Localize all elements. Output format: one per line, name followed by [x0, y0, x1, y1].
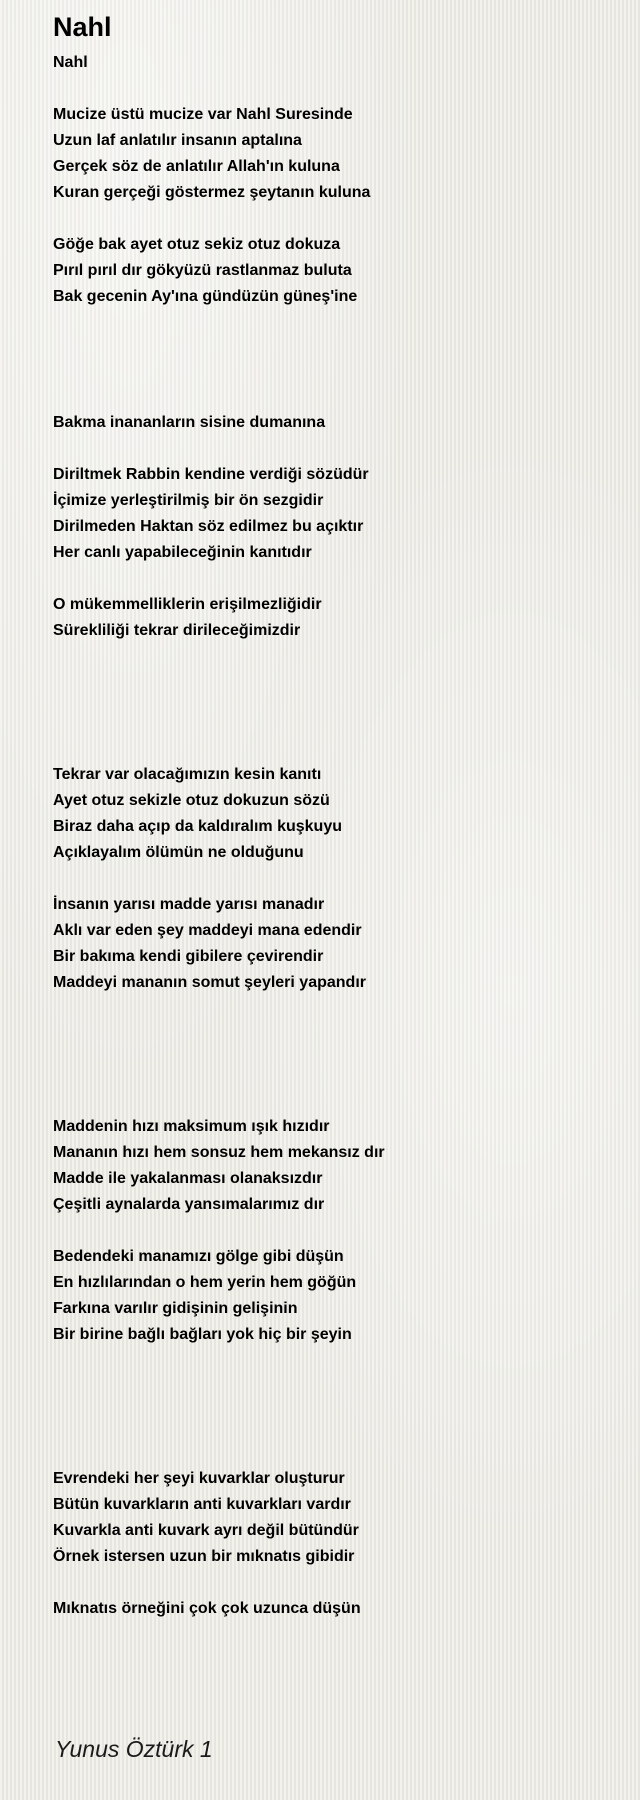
poem-line: Maddeyi mananın somut şeyleri yapandır: [53, 974, 366, 991]
spacer: [53, 1348, 613, 1466]
stanza-4: [53, 462, 613, 566]
spacer: [53, 644, 613, 762]
spacer: [53, 866, 613, 892]
spacer: [53, 76, 613, 102]
poem-line: Mananın hızı hem sonsuz hem mekansız dır: [53, 1144, 385, 1161]
stanza-2: [53, 232, 613, 310]
stanza-5: [53, 592, 613, 644]
poem-line: Farkına varılır gidişinin gelişinin: [53, 1300, 298, 1317]
poem-line: Aklı var eden şey maddeyi mana edendir: [53, 922, 362, 939]
poem-line: Uzun laf anlatılır insanın aptalına: [53, 132, 302, 149]
poem-line: Biraz daha açıp da kaldıralım kuşkuyu: [53, 818, 342, 835]
poem-line: İçimize yerleştirilmiş bir ön sezgidir: [53, 492, 324, 509]
poem-line: Çeşitli aynalarda yansımalarımız dır: [53, 1196, 325, 1213]
poem-line: Evrendeki her şeyi kuvarklar oluşturur: [53, 1470, 345, 1487]
stanza-10: [53, 1466, 613, 1570]
spacer: [53, 436, 613, 462]
poem-line: Kuran gerçeği göstermez şeytanın kuluna: [53, 184, 371, 201]
stanza-6: [53, 762, 613, 866]
poem-line: Göğe bak ayet otuz sekiz otuz dokuza: [53, 236, 341, 253]
poem-line: Bütün kuvarkların anti kuvarkları vardır: [53, 1496, 351, 1513]
spacer: [53, 206, 613, 232]
poem-line: En hızlılarından o hem yerin hem göğün: [53, 1274, 357, 1291]
poem-line: Her canlı yapabileceğinin kanıtıdır: [53, 544, 312, 561]
poem-line: Kuvarkla anti kuvark ayrı değil bütündür: [53, 1522, 359, 1539]
poem-line: Bir birine bağlı bağları yok hiç bir şeyin: [53, 1326, 352, 1343]
author-signature: Yunus Öztürk 1: [55, 1736, 213, 1762]
spacer: [53, 566, 613, 592]
spacer: [53, 310, 613, 410]
poem-line: Bedendeki manamızı gölge gibi düşün: [53, 1248, 344, 1265]
poem-line: Bakma inananların sisine dumanına: [53, 414, 326, 431]
stanza-8: [53, 1114, 613, 1218]
stanza-9: [53, 1244, 613, 1348]
poem-line: Maddenin hızı maksimum ışık hızıdır: [53, 1118, 330, 1135]
poem-line: Mucize üstü mucize var Nahl Suresinde: [53, 106, 353, 123]
stanza-7: [53, 892, 613, 996]
poem-line: Ayet otuz sekizle otuz dokuzun sözü: [53, 792, 330, 809]
stanza-11: [53, 1596, 613, 1622]
poem-line: Mıknatıs örneğini çok çok uzunca düşün: [53, 1600, 361, 1617]
poem-line: İnsanın yarısı madde yarısı manadır: [53, 896, 325, 913]
poem-line: Dirilmeden Haktan söz edilmez bu açıktır: [53, 518, 364, 535]
poem-line: Gerçek söz de anlatılır Allah'ın kuluna: [53, 158, 340, 175]
spacer: [53, 1218, 613, 1244]
poem-line: Bak gecenin Ay'ına gündüzün güneş'ine: [53, 288, 358, 305]
poem-line: Tekrar var olacağımızın kesin kanıtı: [53, 766, 322, 783]
poem-line: Sürekliliği tekrar dirileceğimizdir: [53, 622, 301, 639]
stanza-1: [53, 102, 613, 206]
poem-line: Pırıl pırıl dır gökyüzü rastlanmaz buluta: [53, 262, 352, 279]
poem-title: Nahl: [53, 12, 112, 42]
poem-line: Örnek istersen uzun bir mıknatıs gibidir: [53, 1548, 355, 1565]
poem-subtitle: Nahl: [53, 54, 88, 71]
poem-page: [53, 0, 613, 1622]
poem-line: Diriltmek Rabbin kendine verdiği sözüdür: [53, 466, 369, 483]
poem-line: O mükemmelliklerin erişilmezliğidir: [53, 596, 322, 613]
spacer: [53, 1570, 613, 1596]
poem-line: Bir bakıma kendi gibilere çevirendir: [53, 948, 324, 965]
poem-line: Açıklayalım ölümün ne olduğunu: [53, 844, 304, 861]
poem-line: Madde ile yakalanması olanaksızdır: [53, 1170, 323, 1187]
stanza-3: [53, 410, 613, 436]
spacer: [53, 996, 613, 1114]
